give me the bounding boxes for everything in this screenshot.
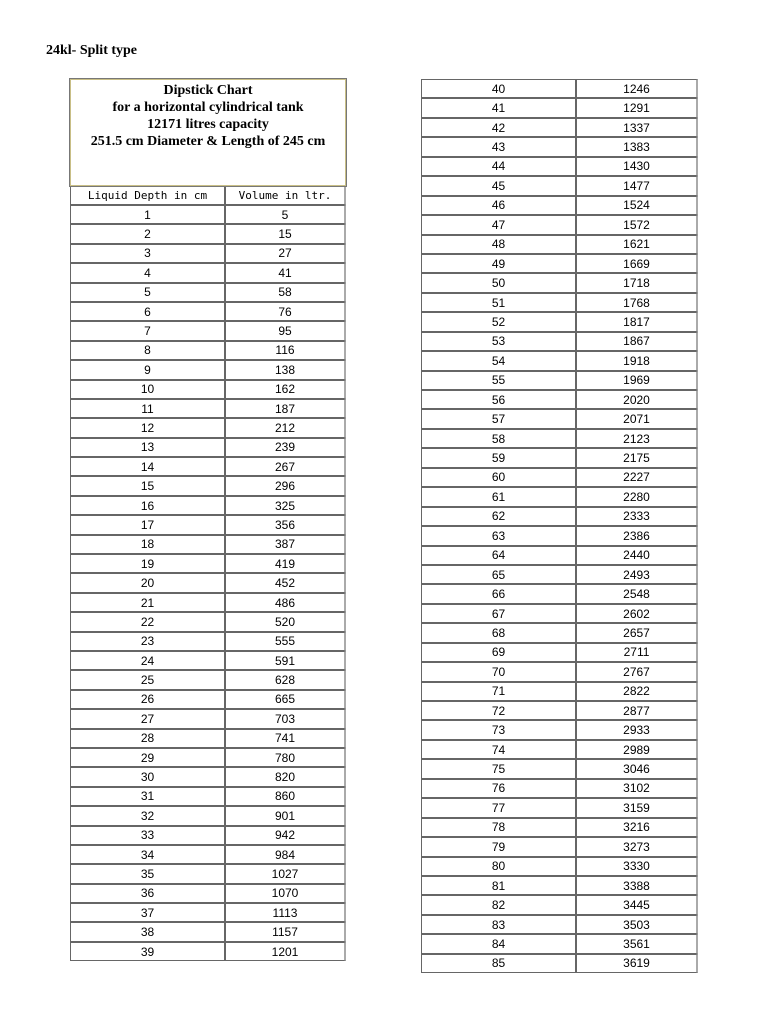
volume-cell: 3102 — [576, 779, 698, 798]
table-row — [70, 554, 346, 573]
depth-cell: 19 — [70, 554, 225, 573]
depth-cell: 80 — [421, 857, 576, 876]
volume-cell: 1157 — [225, 922, 346, 941]
volume-cell: 356 — [225, 515, 346, 534]
depth-cell: 40 — [421, 79, 576, 98]
depth-cell: 61 — [421, 487, 576, 506]
table-row — [421, 584, 698, 603]
depth-cell: 52 — [421, 312, 576, 331]
table-row — [70, 942, 346, 961]
depth-cell: 66 — [421, 584, 576, 603]
depth-cell: 47 — [421, 215, 576, 234]
table-row — [421, 623, 698, 642]
volume-cell: 1477 — [576, 176, 698, 195]
depth-cell: 51 — [421, 293, 576, 312]
volume-cell: 2333 — [576, 507, 698, 526]
depth-cell: 38 — [70, 922, 225, 941]
depth-cell: 56 — [421, 390, 576, 409]
depth-cell: 46 — [421, 196, 576, 215]
depth-cell: 58 — [421, 429, 576, 448]
volume-cell: 2175 — [576, 448, 698, 467]
volume-cell: 3046 — [576, 759, 698, 778]
volume-cell: 860 — [225, 787, 346, 806]
table-row — [421, 176, 698, 195]
volume-cell: 2123 — [576, 429, 698, 448]
depth-cell: 39 — [70, 942, 225, 961]
depth-cell: 15 — [70, 476, 225, 495]
volume-cell: 1383 — [576, 137, 698, 156]
depth-cell: 28 — [70, 729, 225, 748]
table-row — [421, 215, 698, 234]
volume-cell: 3388 — [576, 876, 698, 895]
volume-cell: 3561 — [576, 934, 698, 953]
depth-cell: 62 — [421, 507, 576, 526]
volume-cell: 452 — [225, 573, 346, 592]
volume-cell: 984 — [225, 845, 346, 864]
volume-cell: 703 — [225, 709, 346, 728]
volume-cell: 3619 — [576, 954, 698, 973]
volume-cell: 1201 — [225, 942, 346, 961]
depth-cell: 81 — [421, 876, 576, 895]
depth-cell: 11 — [70, 399, 225, 418]
volume-cell: 1524 — [576, 196, 698, 215]
volume-cell: 555 — [225, 632, 346, 651]
table-row — [421, 487, 698, 506]
depth-cell: 13 — [70, 438, 225, 457]
table-row — [421, 468, 698, 487]
volume-cell: 2822 — [576, 682, 698, 701]
volume-cell: 486 — [225, 593, 346, 612]
depth-cell: 74 — [421, 740, 576, 759]
depth-cell: 18 — [70, 535, 225, 554]
table-row — [421, 526, 698, 545]
depth-cell: 6 — [70, 302, 225, 321]
table-row — [70, 922, 346, 941]
table-row — [70, 593, 346, 612]
depth-cell: 57 — [421, 409, 576, 428]
volume-cell: 780 — [225, 748, 346, 767]
capacity-label: 12171 litres capacity — [147, 117, 269, 132]
volume-cell: 2877 — [576, 701, 698, 720]
depth-cell: 78 — [421, 818, 576, 837]
depth-cell: 7 — [70, 321, 225, 340]
volume-cell: 901 — [225, 806, 346, 825]
depth-cell: 3 — [70, 244, 225, 263]
volume-cell: 1291 — [576, 98, 698, 117]
table-row — [70, 690, 346, 709]
depth-cell: 41 — [421, 98, 576, 117]
volume-cell: 116 — [225, 341, 346, 360]
table-row — [70, 476, 346, 495]
table-row — [421, 720, 698, 739]
table-row — [421, 837, 698, 856]
table-row — [70, 496, 346, 515]
volume-cell: 3216 — [576, 818, 698, 837]
table-row — [421, 118, 698, 137]
table-row — [421, 157, 698, 176]
table-row — [70, 651, 346, 670]
depth-cell: 49 — [421, 254, 576, 273]
depth-cell: 35 — [70, 864, 225, 883]
table-row — [421, 857, 698, 876]
depth-cell: 59 — [421, 448, 576, 467]
table-row — [70, 341, 346, 360]
volume-cell: 3503 — [576, 915, 698, 934]
volume-cell: 76 — [225, 302, 346, 321]
depth-cell: 53 — [421, 332, 576, 351]
volume-cell: 2933 — [576, 720, 698, 739]
table-row — [421, 507, 698, 526]
page-title: 24kl- Split type — [46, 43, 138, 58]
depth-cell: 5 — [70, 283, 225, 302]
volume-cell: 15 — [225, 224, 346, 243]
volume-table-left — [70, 186, 346, 961]
table-row — [70, 767, 346, 786]
table-row — [421, 818, 698, 837]
depth-cell: 21 — [70, 593, 225, 612]
table-row — [421, 351, 698, 370]
table-row — [70, 729, 346, 748]
table-row — [70, 418, 346, 437]
volume-cell: 1918 — [576, 351, 698, 370]
depth-cell: 84 — [421, 934, 576, 953]
table-row — [70, 632, 346, 651]
depth-cell: 64 — [421, 546, 576, 565]
table-row — [421, 98, 698, 117]
table-row — [70, 515, 346, 534]
depth-cell: 25 — [70, 670, 225, 689]
volume-cell: 1070 — [225, 884, 346, 903]
table-row — [421, 137, 698, 156]
depth-cell: 45 — [421, 176, 576, 195]
volume-cell: 1572 — [576, 215, 698, 234]
table-row — [421, 915, 698, 934]
volume-cell: 1718 — [576, 273, 698, 292]
volume-cell: 942 — [225, 826, 346, 845]
volume-cell: 2493 — [576, 565, 698, 584]
table-row — [70, 535, 346, 554]
table-row — [70, 457, 346, 476]
table-row — [70, 244, 346, 263]
volume-cell: 1246 — [576, 79, 698, 98]
depth-cell: 30 — [70, 767, 225, 786]
volume-cell: 2767 — [576, 662, 698, 681]
depth-cell: 70 — [421, 662, 576, 681]
depth-cell: 48 — [421, 235, 576, 254]
depth-cell: 8 — [70, 341, 225, 360]
dimensions-label: 251.5 cm Diameter & Length of 245 cm — [90, 134, 326, 149]
table-row — [70, 399, 346, 418]
table-row — [70, 573, 346, 592]
chart-header — [70, 79, 346, 186]
volume-cell: 2280 — [576, 487, 698, 506]
table-row — [70, 263, 346, 282]
depth-cell: 65 — [421, 565, 576, 584]
table-row — [70, 224, 346, 243]
depth-column-header: Liquid Depth in cm — [70, 186, 225, 205]
table-row — [421, 546, 698, 565]
depth-cell: 73 — [421, 720, 576, 739]
depth-cell: 33 — [70, 826, 225, 845]
table-header-row — [70, 186, 346, 205]
volume-cell: 2227 — [576, 468, 698, 487]
volume-cell: 3445 — [576, 895, 698, 914]
depth-cell: 2 — [70, 224, 225, 243]
table-row — [421, 662, 698, 681]
table-row — [70, 864, 346, 883]
table-row — [70, 321, 346, 340]
volume-cell: 419 — [225, 554, 346, 573]
depth-cell: 17 — [70, 515, 225, 534]
depth-cell: 85 — [421, 954, 576, 973]
volume-cell: 3273 — [576, 837, 698, 856]
volume-cell: 520 — [225, 612, 346, 631]
depth-cell: 63 — [421, 526, 576, 545]
volume-cell: 1027 — [225, 864, 346, 883]
table-row — [421, 701, 698, 720]
volume-cell: 5 — [225, 205, 346, 224]
table-row — [421, 196, 698, 215]
volume-cell: 2020 — [576, 390, 698, 409]
table-row — [421, 934, 698, 953]
volume-cell: 1669 — [576, 254, 698, 273]
volume-cell: 387 — [225, 535, 346, 554]
volume-cell: 212 — [225, 418, 346, 437]
volume-cell: 138 — [225, 360, 346, 379]
depth-cell: 83 — [421, 915, 576, 934]
volume-cell: 1621 — [576, 235, 698, 254]
depth-cell: 26 — [70, 690, 225, 709]
table-row — [421, 371, 698, 390]
chart-title: Dipstick Chart — [163, 83, 253, 98]
volume-table-right — [421, 79, 698, 973]
volume-cell: 591 — [225, 651, 346, 670]
volume-cell: 325 — [225, 496, 346, 515]
depth-cell: 23 — [70, 632, 225, 651]
table-row — [70, 787, 346, 806]
depth-cell: 29 — [70, 748, 225, 767]
table-row — [421, 798, 698, 817]
table-row — [421, 876, 698, 895]
table-row — [421, 312, 698, 331]
depth-cell: 34 — [70, 845, 225, 864]
depth-cell: 68 — [421, 623, 576, 642]
volume-cell: 2711 — [576, 643, 698, 662]
depth-cell: 14 — [70, 457, 225, 476]
table-row — [70, 360, 346, 379]
volume-cell: 267 — [225, 457, 346, 476]
table-row — [70, 438, 346, 457]
volume-column-header: Volume in ltr. — [225, 186, 346, 205]
volume-cell: 3159 — [576, 798, 698, 817]
volume-cell: 628 — [225, 670, 346, 689]
chart-subtitle: for a horizontal cylindrical tank — [112, 100, 304, 115]
depth-cell: 55 — [421, 371, 576, 390]
depth-cell: 44 — [421, 157, 576, 176]
volume-cell: 1969 — [576, 371, 698, 390]
depth-cell: 24 — [70, 651, 225, 670]
depth-cell: 22 — [70, 612, 225, 631]
table-row — [70, 826, 346, 845]
table-row — [421, 409, 698, 428]
depth-cell: 27 — [70, 709, 225, 728]
volume-cell: 665 — [225, 690, 346, 709]
volume-cell: 1337 — [576, 118, 698, 137]
depth-cell: 32 — [70, 806, 225, 825]
depth-cell: 54 — [421, 351, 576, 370]
volume-cell: 27 — [225, 244, 346, 263]
table-row — [421, 643, 698, 662]
table-row — [421, 235, 698, 254]
dipstick-chart-left — [70, 79, 346, 961]
table-row — [421, 740, 698, 759]
table-row — [421, 448, 698, 467]
depth-cell: 36 — [70, 884, 225, 903]
table-row — [70, 205, 346, 224]
table-row — [421, 390, 698, 409]
depth-cell: 37 — [70, 903, 225, 922]
depth-cell: 1 — [70, 205, 225, 224]
depth-cell: 79 — [421, 837, 576, 856]
table-row — [421, 293, 698, 312]
volume-cell: 2440 — [576, 546, 698, 565]
table-row — [421, 565, 698, 584]
volume-cell: 187 — [225, 399, 346, 418]
volume-cell: 162 — [225, 380, 346, 399]
table-row — [421, 895, 698, 914]
table-row — [70, 380, 346, 399]
depth-cell: 31 — [70, 787, 225, 806]
depth-cell: 20 — [70, 573, 225, 592]
depth-cell: 82 — [421, 895, 576, 914]
table-row — [70, 806, 346, 825]
depth-cell: 50 — [421, 273, 576, 292]
depth-cell: 71 — [421, 682, 576, 701]
table-row — [421, 273, 698, 292]
depth-cell: 72 — [421, 701, 576, 720]
volume-cell: 3330 — [576, 857, 698, 876]
volume-cell: 41 — [225, 263, 346, 282]
volume-cell: 1113 — [225, 903, 346, 922]
volume-cell: 296 — [225, 476, 346, 495]
table-row — [421, 759, 698, 778]
table-row — [421, 954, 698, 973]
depth-cell: 60 — [421, 468, 576, 487]
depth-cell: 43 — [421, 137, 576, 156]
volume-cell: 2602 — [576, 604, 698, 623]
depth-cell: 9 — [70, 360, 225, 379]
volume-cell: 239 — [225, 438, 346, 457]
volume-cell: 1817 — [576, 312, 698, 331]
table-row — [421, 79, 698, 98]
volume-cell: 2071 — [576, 409, 698, 428]
volume-cell: 1768 — [576, 293, 698, 312]
volume-cell: 1430 — [576, 157, 698, 176]
depth-cell: 4 — [70, 263, 225, 282]
depth-cell: 77 — [421, 798, 576, 817]
table-row — [421, 332, 698, 351]
table-row — [70, 612, 346, 631]
volume-cell: 2989 — [576, 740, 698, 759]
depth-cell: 10 — [70, 380, 225, 399]
table-row — [70, 670, 346, 689]
table-row — [70, 302, 346, 321]
volume-cell: 2548 — [576, 584, 698, 603]
depth-cell: 12 — [70, 418, 225, 437]
depth-cell: 76 — [421, 779, 576, 798]
table-row — [70, 903, 346, 922]
volume-cell: 58 — [225, 283, 346, 302]
depth-cell: 67 — [421, 604, 576, 623]
table-row — [421, 254, 698, 273]
table-row — [421, 779, 698, 798]
table-row — [70, 845, 346, 864]
volume-cell: 2386 — [576, 526, 698, 545]
depth-cell: 75 — [421, 759, 576, 778]
depth-cell: 69 — [421, 643, 576, 662]
volume-cell: 820 — [225, 767, 346, 786]
table-row — [70, 283, 346, 302]
table-row — [421, 429, 698, 448]
depth-cell: 42 — [421, 118, 576, 137]
volume-cell: 95 — [225, 321, 346, 340]
volume-cell: 2657 — [576, 623, 698, 642]
table-row — [70, 748, 346, 767]
volume-cell: 1867 — [576, 332, 698, 351]
volume-cell: 741 — [225, 729, 346, 748]
table-row — [421, 604, 698, 623]
depth-cell: 16 — [70, 496, 225, 515]
table-row — [421, 682, 698, 701]
table-row — [70, 884, 346, 903]
table-row — [70, 709, 346, 728]
